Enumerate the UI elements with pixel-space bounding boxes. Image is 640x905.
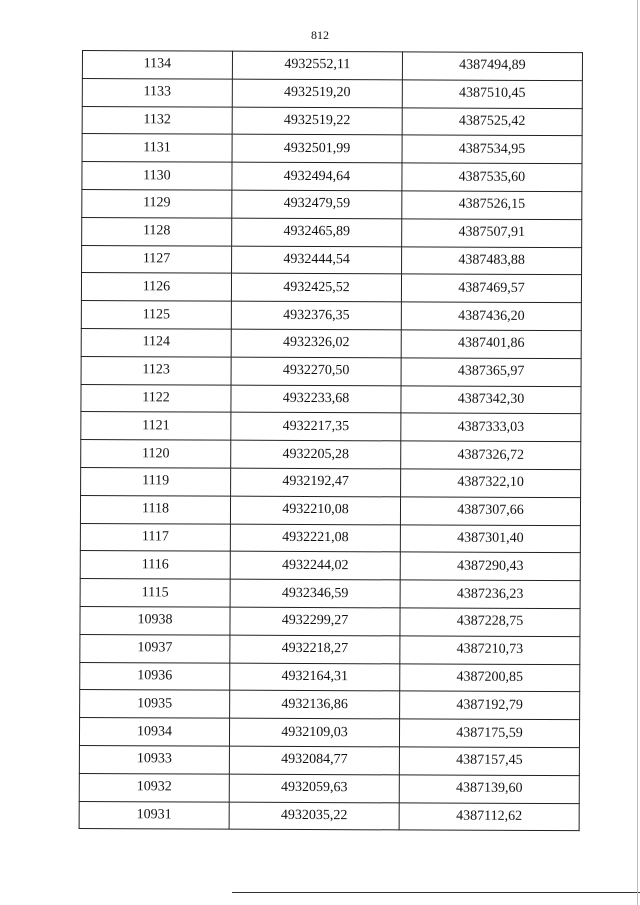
y-coordinate-cell: 4387494,89 xyxy=(402,52,582,81)
y-coordinate-cell: 4387326,72 xyxy=(401,441,581,470)
point-id-cell: 1123 xyxy=(81,356,231,384)
point-id-cell: 1122 xyxy=(81,384,231,412)
point-id-cell: 1126 xyxy=(81,273,231,301)
x-coordinate-cell: 4932205,28 xyxy=(231,440,401,469)
y-coordinate-cell: 4387301,40 xyxy=(400,524,580,553)
x-coordinate-cell: 4932233,68 xyxy=(231,385,401,414)
point-id-cell: 1133 xyxy=(82,78,232,106)
point-id-cell: 10931 xyxy=(79,801,229,829)
table-row xyxy=(80,662,580,692)
x-coordinate-cell: 4932376,35 xyxy=(231,301,401,330)
x-coordinate-cell: 4932494,64 xyxy=(232,162,402,191)
page-bottom-rule xyxy=(232,892,640,893)
table-row xyxy=(82,134,582,164)
point-id-cell: 1116 xyxy=(80,551,230,579)
x-coordinate-cell: 4932346,59 xyxy=(230,579,400,608)
y-coordinate-cell: 4387228,75 xyxy=(400,608,580,637)
table-row xyxy=(82,106,582,136)
y-coordinate-cell: 4387535,60 xyxy=(402,163,582,192)
x-coordinate-cell: 4932519,22 xyxy=(232,107,402,136)
point-id-cell: 10935 xyxy=(80,690,230,718)
y-coordinate-cell: 4387342,30 xyxy=(401,385,581,414)
y-coordinate-cell: 4387175,59 xyxy=(399,719,579,748)
table-row xyxy=(81,467,581,497)
table-row xyxy=(81,273,581,303)
table-row xyxy=(81,440,581,470)
x-coordinate-cell: 4932136,86 xyxy=(230,690,400,719)
table-row xyxy=(80,495,580,525)
y-coordinate-cell: 4387436,20 xyxy=(401,302,581,331)
point-id-cell: 1127 xyxy=(82,245,232,273)
page-number: 812 xyxy=(311,28,329,42)
x-coordinate-cell: 4932164,31 xyxy=(230,663,400,692)
table-row xyxy=(80,523,580,553)
y-coordinate-cell: 4387365,97 xyxy=(401,358,581,387)
point-id-cell: 1118 xyxy=(80,495,230,523)
table-row xyxy=(82,162,582,192)
x-coordinate-cell: 4932501,99 xyxy=(232,135,402,164)
y-coordinate-cell: 4387469,57 xyxy=(401,274,581,303)
x-coordinate-cell: 4932425,52 xyxy=(231,274,401,303)
y-coordinate-cell: 4387507,91 xyxy=(402,219,582,248)
point-id-cell: 1119 xyxy=(81,467,231,495)
point-id-cell: 10937 xyxy=(80,634,230,662)
y-coordinate-cell: 4387526,15 xyxy=(402,191,582,220)
x-coordinate-cell: 4932552,11 xyxy=(232,51,402,80)
x-coordinate-cell: 4932210,08 xyxy=(230,496,400,525)
point-id-cell: 1124 xyxy=(81,328,231,356)
table-row xyxy=(82,78,582,108)
y-coordinate-cell: 4387290,43 xyxy=(400,552,580,581)
coordinate-table xyxy=(79,50,583,831)
x-coordinate-cell: 4932217,35 xyxy=(231,413,401,442)
y-coordinate-cell: 4387236,23 xyxy=(400,580,580,609)
point-id-cell: 1129 xyxy=(82,189,232,217)
table-row xyxy=(81,384,581,414)
table-row xyxy=(79,801,579,831)
point-id-cell: 1120 xyxy=(81,440,231,468)
x-coordinate-cell: 4932084,77 xyxy=(229,746,399,775)
x-coordinate-cell: 4932218,27 xyxy=(230,635,400,664)
y-coordinate-cell: 4387192,79 xyxy=(400,691,580,720)
y-coordinate-cell: 4387401,86 xyxy=(401,330,581,359)
point-id-cell: 10932 xyxy=(79,773,229,801)
x-coordinate-cell: 4932326,02 xyxy=(231,329,401,358)
point-id-cell: 1132 xyxy=(82,106,232,134)
table-row xyxy=(79,718,579,748)
point-id-cell: 10936 xyxy=(80,662,230,690)
point-id-cell: 10933 xyxy=(79,745,229,773)
x-coordinate-cell: 4932109,03 xyxy=(229,718,399,747)
table-row xyxy=(80,579,580,609)
x-coordinate-cell: 4932299,27 xyxy=(230,607,400,636)
point-id-cell: 10938 xyxy=(80,606,230,634)
point-id-cell: 1134 xyxy=(82,51,232,79)
y-coordinate-cell: 4387322,10 xyxy=(401,469,581,498)
y-coordinate-cell: 4387333,03 xyxy=(401,413,581,442)
point-id-cell: 1121 xyxy=(81,412,231,440)
page-edge-line xyxy=(637,0,638,905)
table-row xyxy=(81,301,581,331)
x-coordinate-cell: 4932465,89 xyxy=(232,218,402,247)
table-row xyxy=(82,217,582,247)
table-row xyxy=(82,51,582,81)
x-coordinate-cell: 4932444,54 xyxy=(232,246,402,275)
table-row xyxy=(81,412,581,442)
point-id-cell: 1117 xyxy=(80,523,230,551)
point-id-cell: 1128 xyxy=(82,217,232,245)
table-row xyxy=(80,634,580,664)
y-coordinate-cell: 4387307,66 xyxy=(400,497,580,526)
x-coordinate-cell: 4932244,02 xyxy=(230,551,400,580)
x-coordinate-cell: 4932059,63 xyxy=(229,774,399,803)
y-coordinate-cell: 4387534,95 xyxy=(402,135,582,164)
x-coordinate-cell: 4932479,59 xyxy=(232,190,402,219)
point-id-cell: 1125 xyxy=(81,301,231,329)
y-coordinate-cell: 4387112,62 xyxy=(399,802,579,831)
y-coordinate-cell: 4387139,60 xyxy=(399,775,579,804)
table-row xyxy=(80,606,580,636)
y-coordinate-cell: 4387200,85 xyxy=(400,663,580,692)
x-coordinate-cell: 4932035,22 xyxy=(229,802,399,831)
table-row xyxy=(81,328,581,358)
x-coordinate-cell: 4932192,47 xyxy=(231,468,401,497)
y-coordinate-cell: 4387525,42 xyxy=(402,107,582,136)
table-row xyxy=(82,189,582,219)
x-coordinate-cell: 4932270,50 xyxy=(231,357,401,386)
table-row xyxy=(81,356,581,386)
table-row xyxy=(79,773,579,803)
point-id-cell: 1131 xyxy=(82,134,232,162)
point-id-cell: 1130 xyxy=(82,162,232,190)
y-coordinate-cell: 4387210,73 xyxy=(400,636,580,665)
table-row xyxy=(79,745,579,775)
point-id-cell: 1115 xyxy=(80,579,230,607)
y-coordinate-cell: 4387483,88 xyxy=(402,246,582,275)
y-coordinate-cell: 4387157,45 xyxy=(399,747,579,776)
y-coordinate-cell: 4387510,45 xyxy=(402,80,582,109)
x-coordinate-cell: 4932221,08 xyxy=(230,524,400,553)
table-row xyxy=(82,245,582,275)
point-id-cell: 10934 xyxy=(79,718,229,746)
table-row xyxy=(80,690,580,720)
x-coordinate-cell: 4932519,20 xyxy=(232,79,402,108)
table-row xyxy=(80,551,580,581)
